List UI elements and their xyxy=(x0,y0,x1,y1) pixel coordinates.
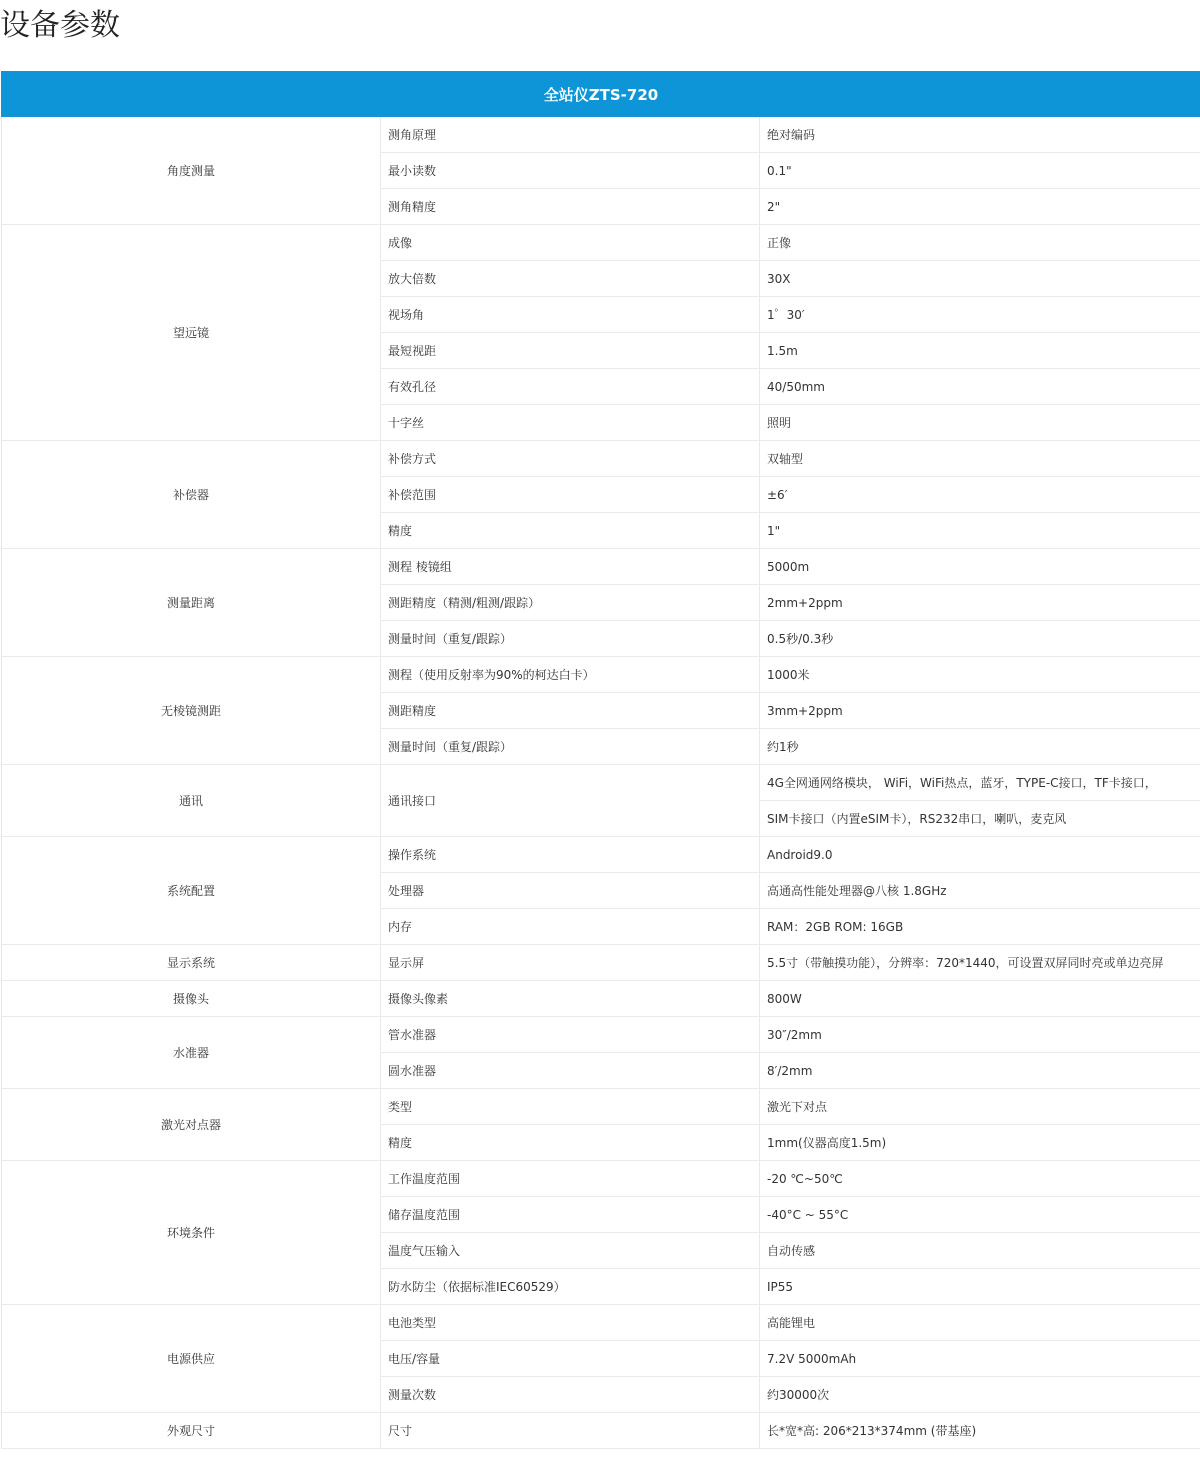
table-header: 全站仪ZTS-720 xyxy=(2,72,1200,117)
param-value: 30″/2mm xyxy=(760,1017,1200,1053)
table-row xyxy=(2,837,1200,873)
param-value: 1" xyxy=(760,513,1200,549)
param-value: 约1秒 xyxy=(760,729,1200,765)
param-name: 处理器 xyxy=(381,873,760,909)
param-name: 通讯接口 xyxy=(381,765,760,837)
param-value: 0.5秒/0.3秒 xyxy=(760,621,1200,657)
param-value: 2mm+2ppm xyxy=(760,585,1200,621)
category-cell: 补偿器 xyxy=(2,441,381,549)
param-name: 最短视距 xyxy=(381,333,760,369)
param-name: 工作温度范围 xyxy=(381,1161,760,1197)
param-name: 类型 xyxy=(381,1089,760,1125)
param-value: 自动传感 xyxy=(760,1233,1200,1269)
table-row xyxy=(2,657,1200,693)
param-name: 测程（使用反射率为90%的柯达白卡） xyxy=(381,657,760,693)
param-value: 1゜30′ xyxy=(760,297,1200,333)
param-value: 1000米 xyxy=(760,657,1200,693)
param-value: 40/50mm xyxy=(760,369,1200,405)
param-name: 放大倍数 xyxy=(381,261,760,297)
param-name: 测量时间（重复/跟踪） xyxy=(381,729,760,765)
category-cell: 系统配置 xyxy=(2,837,381,945)
table-row xyxy=(2,1089,1200,1125)
param-value: -20 ℃~50℃ xyxy=(760,1161,1200,1197)
param-name: 有效孔径 xyxy=(381,369,760,405)
table-row xyxy=(2,765,1200,801)
param-name: 管水准器 xyxy=(381,1017,760,1053)
param-name: 最小读数 xyxy=(381,153,760,189)
category-cell: 激光对点器 xyxy=(2,1089,381,1161)
param-name: 精度 xyxy=(381,513,760,549)
spec-table xyxy=(1,71,1200,1449)
param-value: 绝对编码 xyxy=(760,117,1200,153)
param-value: Android9.0 xyxy=(760,837,1200,873)
param-value: 8′/2mm xyxy=(760,1053,1200,1089)
category-cell: 测量距离 xyxy=(2,549,381,657)
category-cell: 通讯 xyxy=(2,765,381,837)
category-cell: 环境条件 xyxy=(2,1161,381,1305)
param-value: 800W xyxy=(760,981,1200,1017)
param-value: 30X xyxy=(760,261,1200,297)
param-name: 视场角 xyxy=(381,297,760,333)
param-value: SIM卡接口（内置eSIM卡），RS232串口，喇叭，麦克风 xyxy=(760,801,1200,837)
param-value: 7.2V 5000mAh xyxy=(760,1341,1200,1377)
param-name: 测距精度（精测/粗测/跟踪） xyxy=(381,585,760,621)
param-value: 5.5寸（带触摸功能），分辨率：720*1440，可设置双屏同时亮或单边亮屏 xyxy=(760,945,1200,981)
category-cell: 角度测量 xyxy=(2,117,381,225)
param-name: 防水防尘（依据标准IEC60529） xyxy=(381,1269,760,1305)
table-row xyxy=(2,441,1200,477)
param-name: 测角原理 xyxy=(381,117,760,153)
param-value: 约30000次 xyxy=(760,1377,1200,1413)
param-value: IP55 xyxy=(760,1269,1200,1305)
table-header-row xyxy=(2,72,1200,117)
table-row xyxy=(2,1305,1200,1341)
param-value: 照明 xyxy=(760,405,1200,441)
param-value: 高能锂电 xyxy=(760,1305,1200,1341)
param-name: 补偿范围 xyxy=(381,477,760,513)
param-value: 高通高性能处理器@八核 1.8GHz xyxy=(760,873,1200,909)
param-value: 0.1" xyxy=(760,153,1200,189)
param-name: 电压/容量 xyxy=(381,1341,760,1377)
param-name: 尺寸 xyxy=(381,1413,760,1449)
param-name: 成像 xyxy=(381,225,760,261)
table-row xyxy=(2,981,1200,1017)
param-name: 测距精度 xyxy=(381,693,760,729)
param-name: 储存温度范围 xyxy=(381,1197,760,1233)
param-value: 激光下对点 xyxy=(760,1089,1200,1125)
param-name: 测程 棱镜组 xyxy=(381,549,760,585)
category-cell: 电源供应 xyxy=(2,1305,381,1413)
param-value: 5000m xyxy=(760,549,1200,585)
param-value: RAM：2GB ROM: 16GB xyxy=(760,909,1200,945)
category-cell: 望远镜 xyxy=(2,225,381,441)
param-name: 电池类型 xyxy=(381,1305,760,1341)
param-name: 温度气压输入 xyxy=(381,1233,760,1269)
table-row xyxy=(2,1017,1200,1053)
param-name: 测角精度 xyxy=(381,189,760,225)
table-row xyxy=(2,225,1200,261)
param-value: 正像 xyxy=(760,225,1200,261)
param-name: 内存 xyxy=(381,909,760,945)
param-value: ±6′ xyxy=(760,477,1200,513)
param-name: 摄像头像素 xyxy=(381,981,760,1017)
param-value: -40°C ~ 55°C xyxy=(760,1197,1200,1233)
table-row xyxy=(2,117,1200,153)
category-cell: 无棱镜测距 xyxy=(2,657,381,765)
table-row xyxy=(2,549,1200,585)
category-cell: 显示系统 xyxy=(2,945,381,981)
category-cell: 外观尺寸 xyxy=(2,1413,381,1449)
param-name: 补偿方式 xyxy=(381,441,760,477)
category-cell: 水准器 xyxy=(2,1017,381,1089)
param-value: 双轴型 xyxy=(760,441,1200,477)
table-row xyxy=(2,1413,1200,1449)
param-value: 3mm+2ppm xyxy=(760,693,1200,729)
page-title: 设备参数 xyxy=(0,8,120,43)
param-name: 精度 xyxy=(381,1125,760,1161)
table-row xyxy=(2,945,1200,981)
param-name: 测量次数 xyxy=(381,1377,760,1413)
table-row xyxy=(2,1161,1200,1197)
param-name: 操作系统 xyxy=(381,837,760,873)
param-value: 1.5m xyxy=(760,333,1200,369)
param-value: 4G全网通网络模块， WiFi，WiFi热点，蓝牙，TYPE-C接口，TF卡接口， xyxy=(760,765,1200,801)
category-cell: 摄像头 xyxy=(2,981,381,1017)
param-value: 1mm(仪器高度1.5m) xyxy=(760,1125,1200,1161)
param-value: 2" xyxy=(760,189,1200,225)
param-name: 圆水准器 xyxy=(381,1053,760,1089)
param-name: 十字丝 xyxy=(381,405,760,441)
param-name: 测量时间（重复/跟踪） xyxy=(381,621,760,657)
param-name: 显示屏 xyxy=(381,945,760,981)
param-value: 长*宽*高: 206*213*374mm (带基座) xyxy=(760,1413,1200,1449)
